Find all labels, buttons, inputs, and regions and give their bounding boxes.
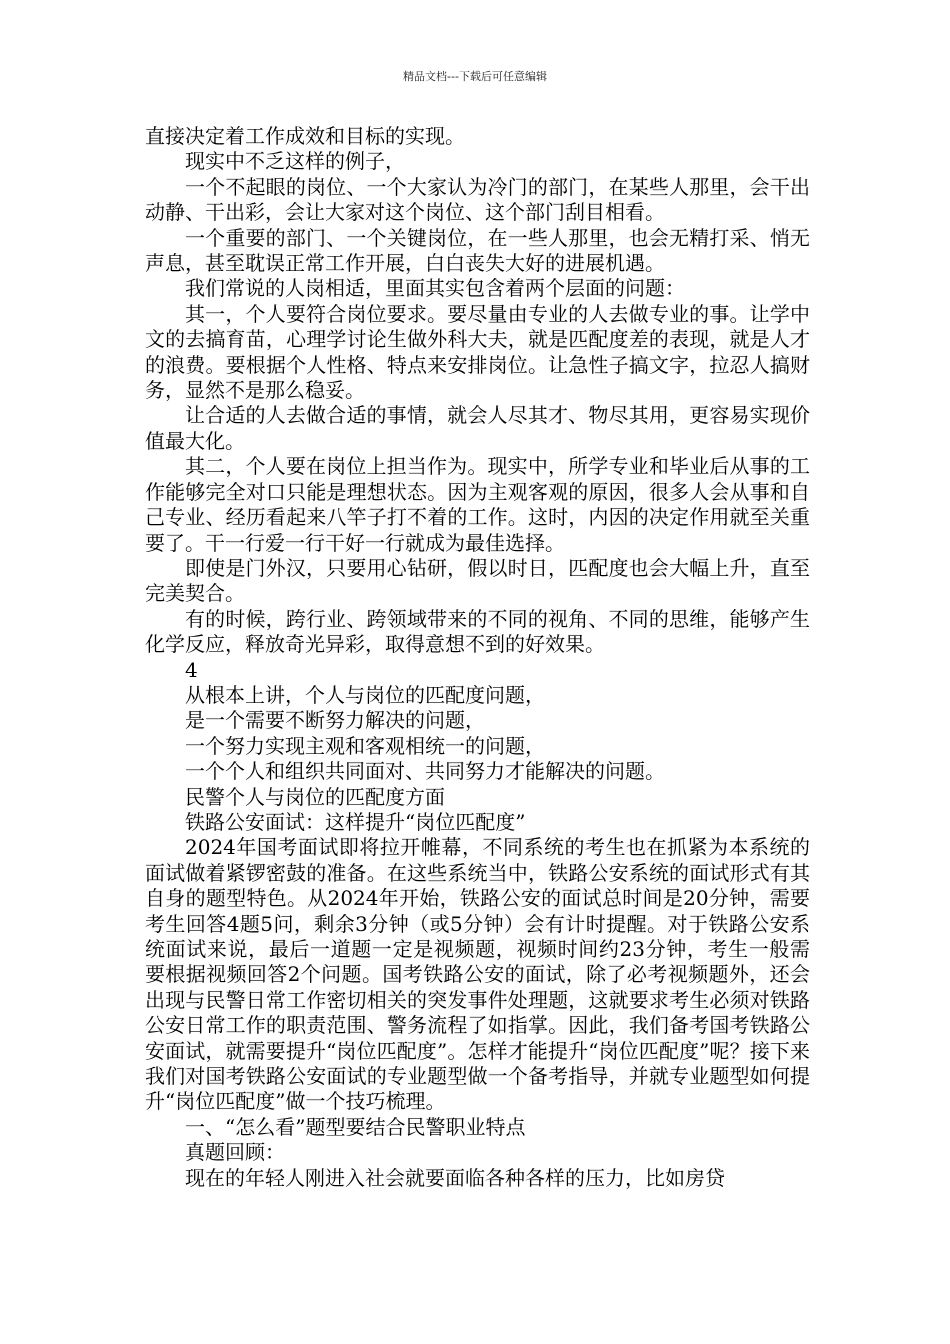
paragraph: 让合适的人去做合适的事情，就会人尽其才、物尽其用，更容易实现价值最大化。 <box>145 403 810 453</box>
paragraph: 2024年国考面试即将拉开帷幕，不同系统的考生也在抓紧为本系统的面试做着紧锣密鼓的准备。在这些系统当中，铁路公安系统的面试形式有其自身的题型特色。从2024年开始，铁路公安的面试总时间是20分钟，需要考生回答4题5问，剩余3分钟（或5分钟）会有计时提醒。对于铁路公安系统面试来说，最后一道题一定是视频题，视频时间约23分钟，考生一般需要根据视频回答2个问题。国考铁路公安的面试，除了必考视频题外，还会出现与民警日常工作密切相关的突发事件处理题，这就要求考生必须对铁路公安日常工作的职责范围、警务流程了如指掌。因此，我们备考国考铁路公安面试，就需要提升“岗位匹配度”。怎样才能提升“岗位匹配度”呢？接下来我们对国考铁路公安面试的专业题型做一个备考指导，并就专业题型如何提升“岗位匹配度”做一个技巧梳理。 <box>145 835 810 1114</box>
paragraph: 直接决定着工作成效和目标的实现。 <box>145 124 465 148</box>
article-title: 铁路公安面试：这样提升“岗位匹配度” <box>185 809 526 834</box>
section-number: 4 <box>185 657 198 682</box>
paragraph: 其二，个人要在岗位上担当作为。现实中，所学专业和毕业后从事的工作能够完全对口只能是理想状态。因为主观客观的原因，很多人会从事和自己专业、经历看起来八竿子打不着的工作。这时，内因的决定作用就至关重要了。干一行爱一行干好一行就成为最佳选择。 <box>145 454 810 555</box>
paragraph: 真题回顾： <box>185 1140 285 1165</box>
paragraph: 是一个需要不断努力解决的问题， <box>185 708 485 733</box>
paragraph: 有的时候，跨行业、跨领域带来的不同的视角、不同的思维，能够产生化学反应，释放奇光异彩，取得意想不到的好效果。 <box>145 606 810 657</box>
page-header: 精品文档---下载后可任意编辑 <box>403 70 547 83</box>
paragraph: 从根本上讲，个人与岗位的匹配度问题， <box>185 682 545 707</box>
paragraph: 其一，个人要符合岗位要求。要尽量由专业的人去做专业的事。让学中文的去搞育苗，心理学讨论生做外科大夫，就是匹配度差的表现，就是人才的浪费。要根据个人性格、特点来安排岗位。让急性子搞文字，拉忍人搞财务，显然不是那么稳妥。 <box>145 301 810 403</box>
paragraph: 现实中不乏这样的例子， <box>185 149 405 174</box>
paragraph: 一个不起眼的岗位、一个大家认为冷门的部门，在某些人那里，会干出动静、干出彩，会让大家对这个岗位、这个部门刮目相看。 <box>145 174 810 225</box>
paragraph: 现在的年轻人刚进入社会就要面临各种各样的压力，比如房贷 <box>185 1165 725 1190</box>
document-body <box>145 124 810 1191</box>
paragraph: 一个个人和组织共同面对、共同努力才能解决的问题。 <box>185 759 665 784</box>
paragraph: 即使是门外汉，只要用心钻研，假以时日，匹配度也会大幅上升，直至完美契合。 <box>145 555 810 606</box>
paragraph: 一个重要的部门、一个关键岗位，在一些人那里，也会无精打采、悄无声息，甚至耽误正常工作开展，白白丧失大好的进展机遇。 <box>145 225 810 276</box>
paragraph: 一个努力实现主观和客观相统一的问题， <box>185 733 545 758</box>
section-heading: 民警个人与岗位的匹配度方面 <box>185 784 445 809</box>
paragraph: 我们常说的人岗相适，里面其实包含着两个层面的问题： <box>185 276 685 301</box>
section-heading: 一、“怎么看”题型要结合民警职业特点 <box>185 1114 526 1139</box>
